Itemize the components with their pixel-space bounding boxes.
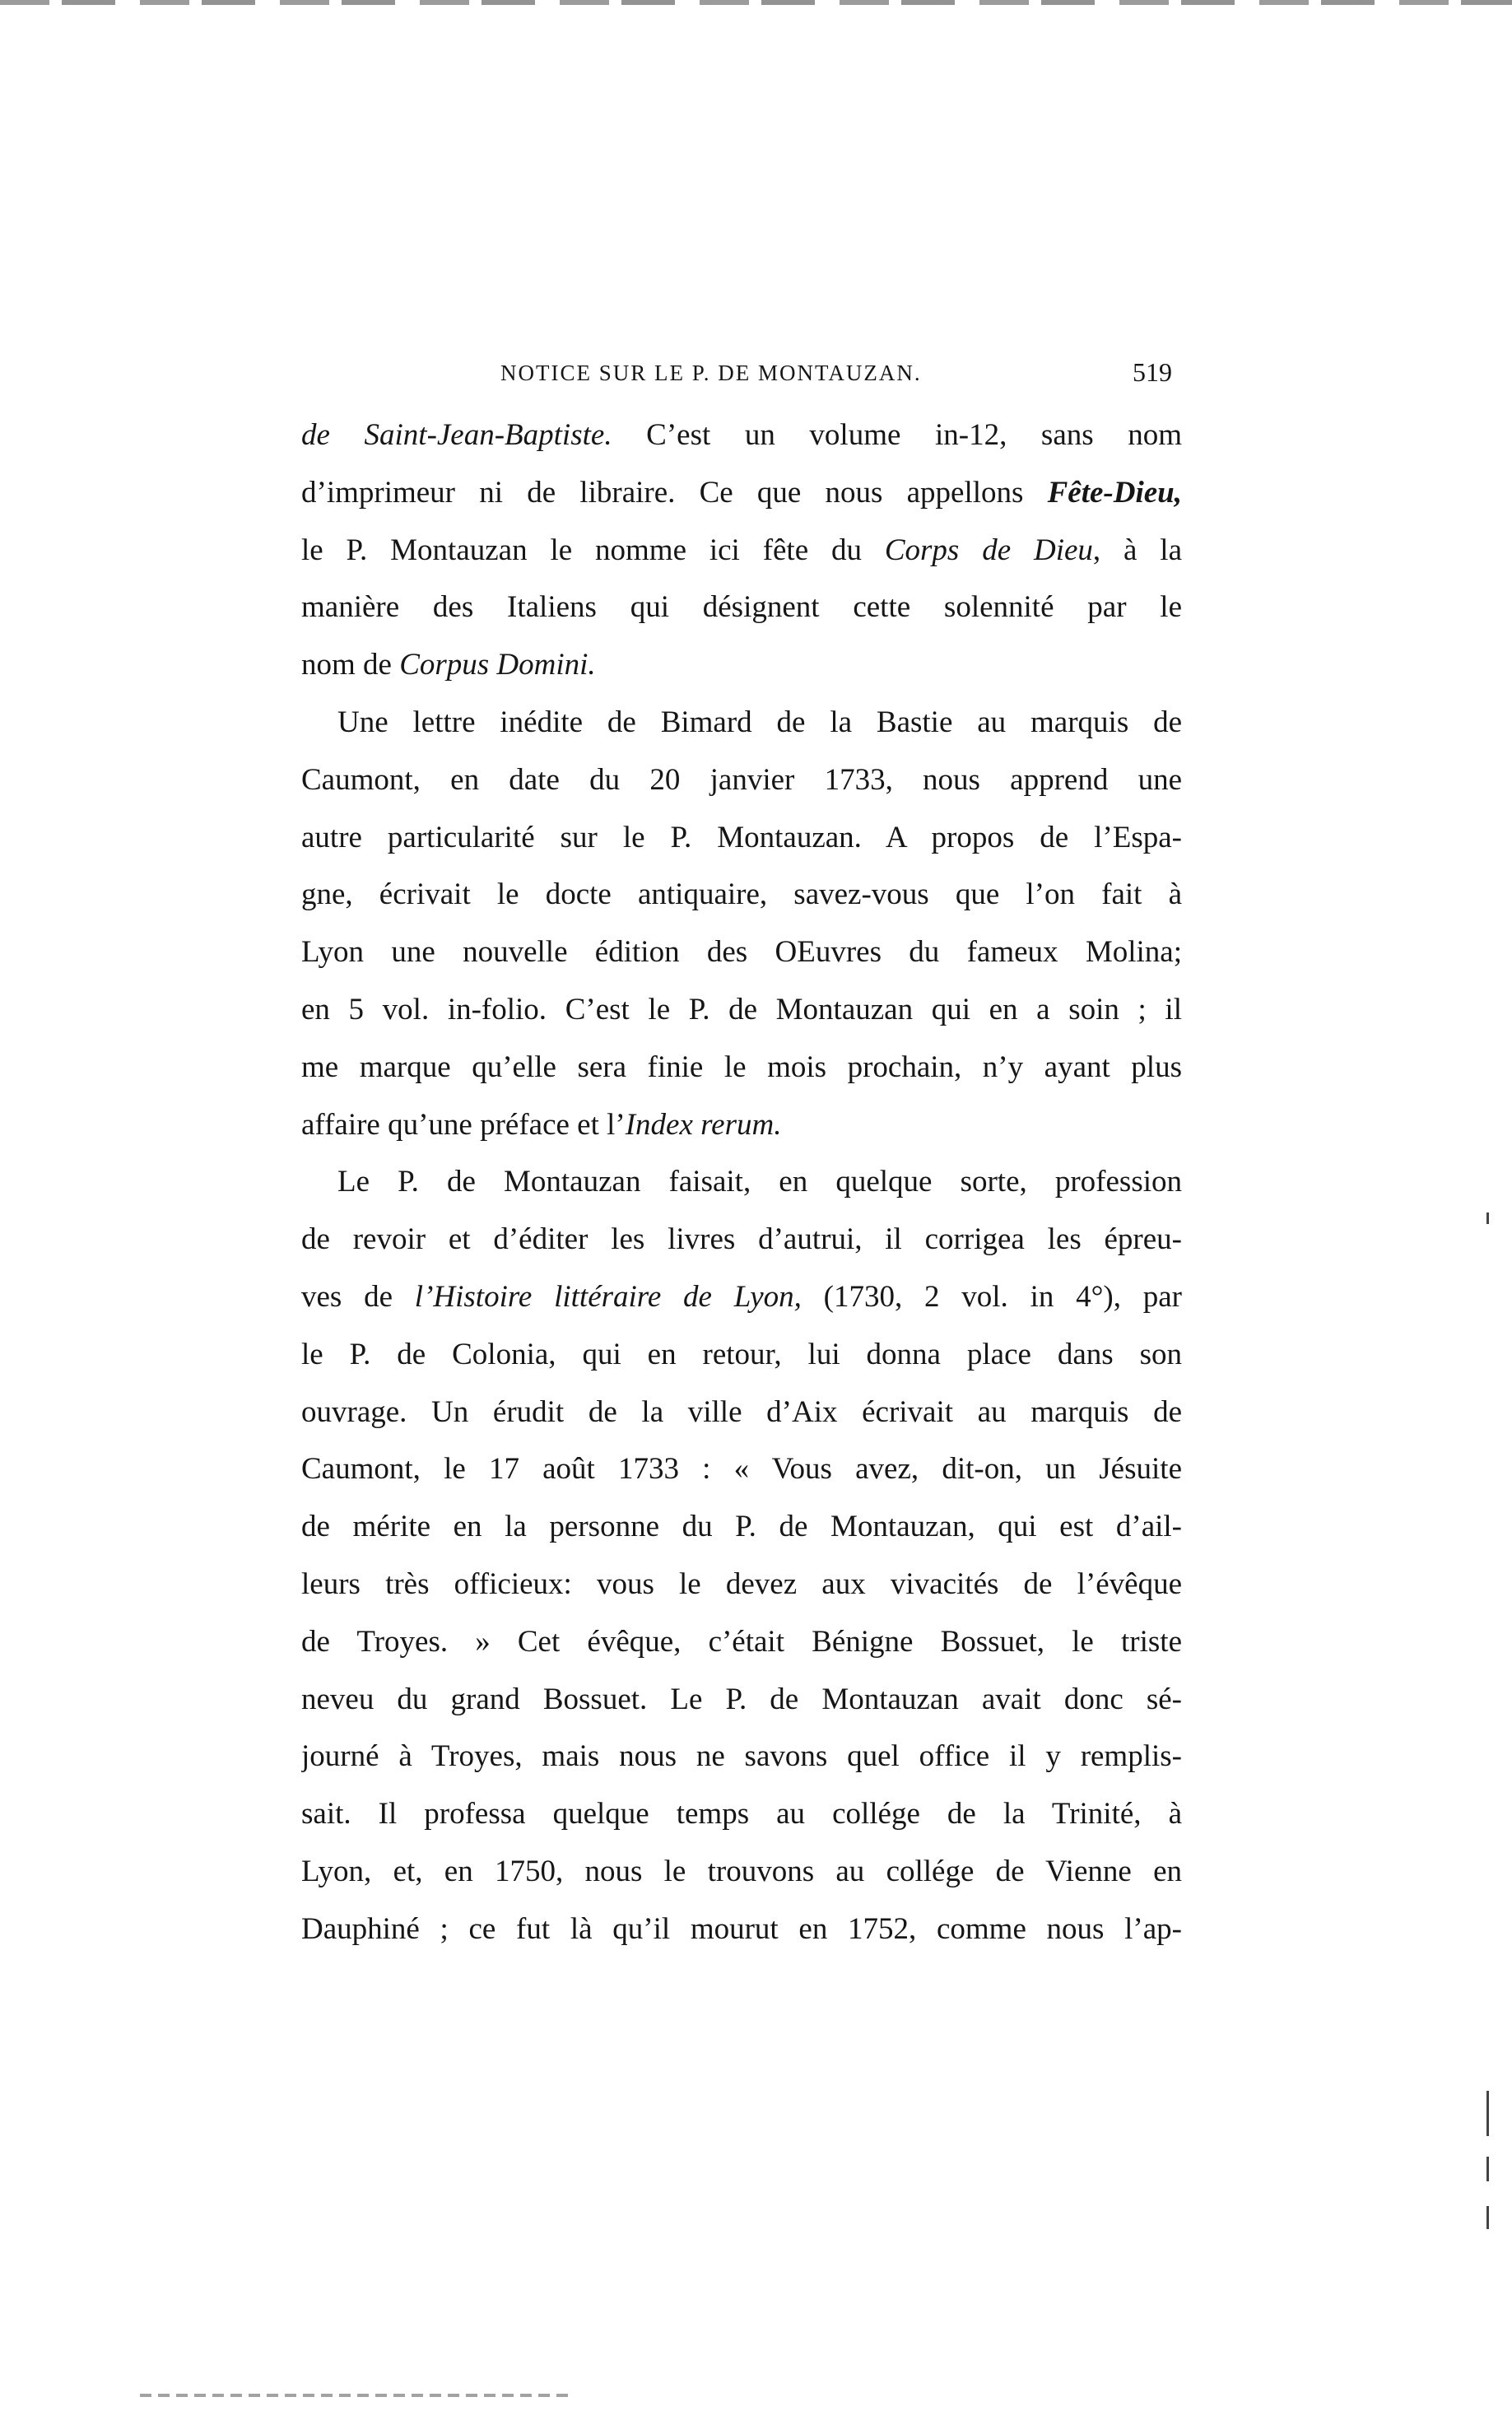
text-run: me marque qu’elle sera finie le mois prochain, n’y ayant plus (301, 1050, 1182, 1084)
text-run: leurs très officieux: vous le devez aux vivacités de l’évêque (301, 1566, 1182, 1601)
text-line (301, 1096, 1182, 1154)
text-run: ouvrage. Un érudit de la ville d’Aix écrivait au marquis de (301, 1394, 1182, 1429)
running-title: NOTICE SUR LE P. DE MONTAUZAN. (500, 361, 922, 385)
body-text (301, 407, 1182, 1958)
scan-edge-top (0, 0, 1512, 5)
text-run: l’Histoire littéraire de Lyon, (414, 1279, 802, 1314)
text-run: Index rerum. (625, 1107, 782, 1142)
text-line (301, 1441, 1182, 1498)
text-run: (1730, 2 vol. in 4°), par (801, 1279, 1182, 1314)
text-line (301, 1843, 1182, 1901)
text-run: Dauphiné ; ce fut là qu’il mourut en 1752, comme nous l’ap- (301, 1911, 1182, 1946)
text-run: de Saint-Jean-Baptiste. (301, 418, 612, 452)
text-line (301, 866, 1182, 924)
scan-mark (1486, 1212, 1489, 1224)
text-run: Lyon une nouvelle édition des OEuvres du fameux Molina; (301, 935, 1182, 970)
text-run: de revoir et d’éditer les livres d’autrui, il corrigea les épreu- (301, 1222, 1182, 1257)
text-run: Caumont, en date du 20 janvier 1733, nous apprend une (301, 762, 1182, 797)
text-run: de mérite en la personne du P. de Montauzan, qui est d’ail- (301, 1510, 1182, 1544)
text-line (301, 1613, 1182, 1671)
text-run: journé à Troyes, mais nous ne savons quel office il y remplis- (301, 1739, 1182, 1774)
text-run: nom de (301, 648, 400, 682)
text-line (301, 924, 1182, 981)
text-run: Le P. de Montauzan faisait, en quelque sorte, profession (337, 1165, 1182, 1199)
text-run: affaire qu’une préface et l’ (301, 1107, 626, 1142)
text-line (301, 694, 1182, 752)
scan-mark (1486, 2206, 1489, 2229)
text-line (301, 1268, 1182, 1326)
text-line (301, 1728, 1182, 1785)
scan-mark (1486, 2157, 1489, 2181)
text-run: ves de (301, 1279, 415, 1314)
text-run: Lyon, et, en 1750, nous le trouvons au collége de Vienne en (301, 1854, 1182, 1888)
text-line (301, 1498, 1182, 1556)
text-run: autre particularité sur le P. Montauzan. A propos de l’Espa- (301, 820, 1182, 854)
text-line (301, 636, 1182, 694)
text-run: Corps de Dieu (884, 533, 1093, 567)
text-run: Une lettre inédite de Bimard de la Bastie au marquis de (337, 705, 1182, 739)
text-line (301, 464, 1182, 522)
text-run: , à la (1092, 533, 1182, 567)
text-run: manière des Italiens qui désignent cette solennité par le (301, 590, 1182, 625)
text-line (301, 981, 1182, 1039)
text-line (301, 407, 1182, 464)
scan-mark (1486, 2091, 1489, 2136)
text-run: neveu du grand Bossuet. Le P. de Montauzan avait donc sé- (301, 1682, 1182, 1716)
text-run: sait. Il professa quelque temps au collége de la Trinité, à (301, 1797, 1182, 1832)
page-number: 519 (1133, 357, 1172, 387)
text-line (301, 1901, 1182, 1958)
text-run: C’est un volume in-12, sans nom (612, 418, 1182, 452)
text-line (301, 809, 1182, 867)
text-run: le P. Montauzan le nomme ici fête du (301, 533, 885, 567)
text-run: Corpus Domini. (399, 648, 596, 682)
running-head (301, 357, 1182, 393)
text-run: le P. de Colonia, qui en retour, lui donna place dans son (301, 1337, 1182, 1371)
text-run: Fête-Dieu, (1047, 475, 1182, 510)
text-line (301, 579, 1182, 636)
text-line (301, 1211, 1182, 1268)
text-run: de Troyes. » Cet évêque, c’était Bénigne Bossuet, le triste (301, 1624, 1182, 1659)
text-run: en 5 vol. in-folio. C’est le P. de Montauzan qui en a soin ; il (301, 992, 1182, 1026)
text-run: Caumont, le 17 août 1733 : « Vous avez, dit-on, un Jésuite (301, 1452, 1182, 1487)
text-run: gne, écrivait le docte antiquaire, savez-vous que l’on fait à (301, 877, 1182, 912)
text-line (301, 1039, 1182, 1096)
text-line (301, 1671, 1182, 1729)
text-run: d’imprimeur ni de libraire. Ce que nous appellons (301, 475, 1048, 510)
text-line (301, 1556, 1182, 1613)
text-line (301, 752, 1182, 809)
text-line (301, 1326, 1182, 1384)
scan-edge-bottom (140, 2394, 568, 2397)
text-line (301, 1153, 1182, 1211)
text-line (301, 522, 1182, 579)
text-line (301, 1384, 1182, 1441)
text-line (301, 1785, 1182, 1843)
